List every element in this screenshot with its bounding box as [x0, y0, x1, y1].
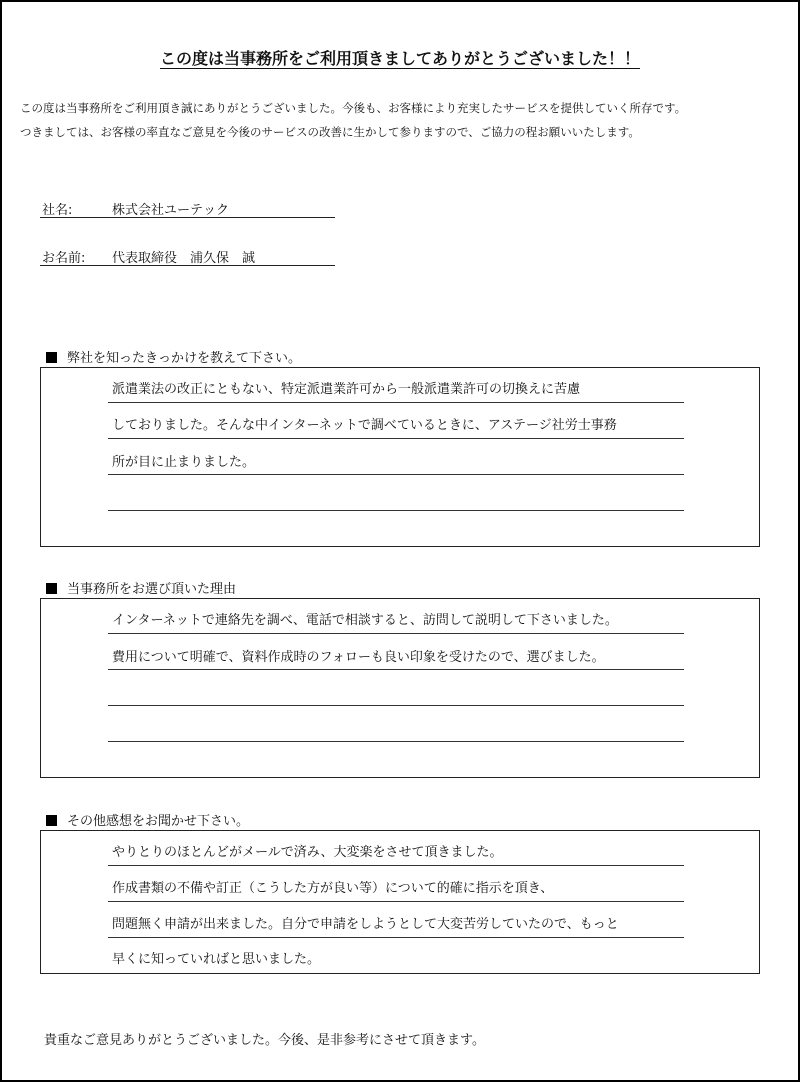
- section-1-heading: 弊社を知ったきっかけを教えて下さい。: [46, 347, 301, 366]
- intro-line-1: この度は当事務所をご利用頂き誠にありがとうございました。今後も、お客様により充実したサービスを提供していく所存です。: [20, 101, 687, 115]
- section-3-rule: [108, 865, 684, 866]
- section-2-heading: 当事務所をお選び頂いた理由: [46, 578, 236, 597]
- section-1-line-2: しておりました。そんな中インターネットで調べているときに、アステージ社労士事務: [112, 418, 617, 433]
- section-1-line-1: 派遣業法の改正にともない、特定派遣業許可から一般派遣業許可の切換えに苦慮: [112, 382, 581, 397]
- section-2-rule: [108, 741, 684, 742]
- section-3-rule: [108, 901, 684, 902]
- company-label: 社名:: [42, 203, 73, 218]
- section-2-rule: [108, 669, 684, 670]
- section-1-line-3: 所が目に止まりました。: [112, 455, 256, 470]
- section-1-rule: [108, 510, 684, 511]
- section-3-line-1: やりとりのほとんどがメールで済み、大変楽をさせて頂きました。: [112, 845, 503, 860]
- name-value: 代表取締役 浦久保 誠: [112, 251, 256, 266]
- section-3-rule: [108, 937, 684, 938]
- square-bullet-icon: [46, 352, 57, 363]
- section-1-rule: [108, 474, 684, 475]
- section-2-line-2: 費用について明確で、資料作成時のフォローも良い印象を受けたので、選びました。: [112, 650, 605, 665]
- section-3-heading: その他感想をお聞かせ下さい。: [46, 810, 249, 829]
- section-3-line-3: 問題無く申請が出来ました。自分で申請をしようとして大変苦労していたので、もっと: [112, 917, 619, 932]
- section-3-line-2: 作成書類の不備や訂正（こうした方が良い等）について的確に指示を頂き、: [112, 881, 554, 896]
- footer-note: 貴重なご意見ありがとうございました。今後、是非参考にさせて頂きます。: [44, 1033, 485, 1048]
- square-bullet-icon: [46, 583, 57, 594]
- square-bullet-icon: [46, 815, 57, 826]
- section-2-line-1: インターネットで連絡先を調べ、電話で相談すると、訪問して説明して下さいました。: [112, 613, 618, 628]
- section-1-rule: [108, 438, 684, 439]
- company-underline: [40, 217, 335, 218]
- section-2-rule: [108, 633, 684, 634]
- name-underline: [40, 265, 335, 266]
- intro-line-2: つきましては、お客様の率直なご意見を今後のサービスの改善に生かして参りますので、ご協力の程お願いいたします。: [20, 125, 640, 139]
- section-2-rule: [108, 705, 684, 706]
- company-value: 株式会社ユーテック: [112, 203, 230, 218]
- section-1-rule: [108, 402, 684, 403]
- name-label: お名前:: [42, 251, 86, 266]
- section-3-line-4: 早くに知っていればと思いました。: [112, 952, 321, 967]
- page-title: この度は当事務所をご利用頂きましてありがとうございました！！: [159, 49, 640, 68]
